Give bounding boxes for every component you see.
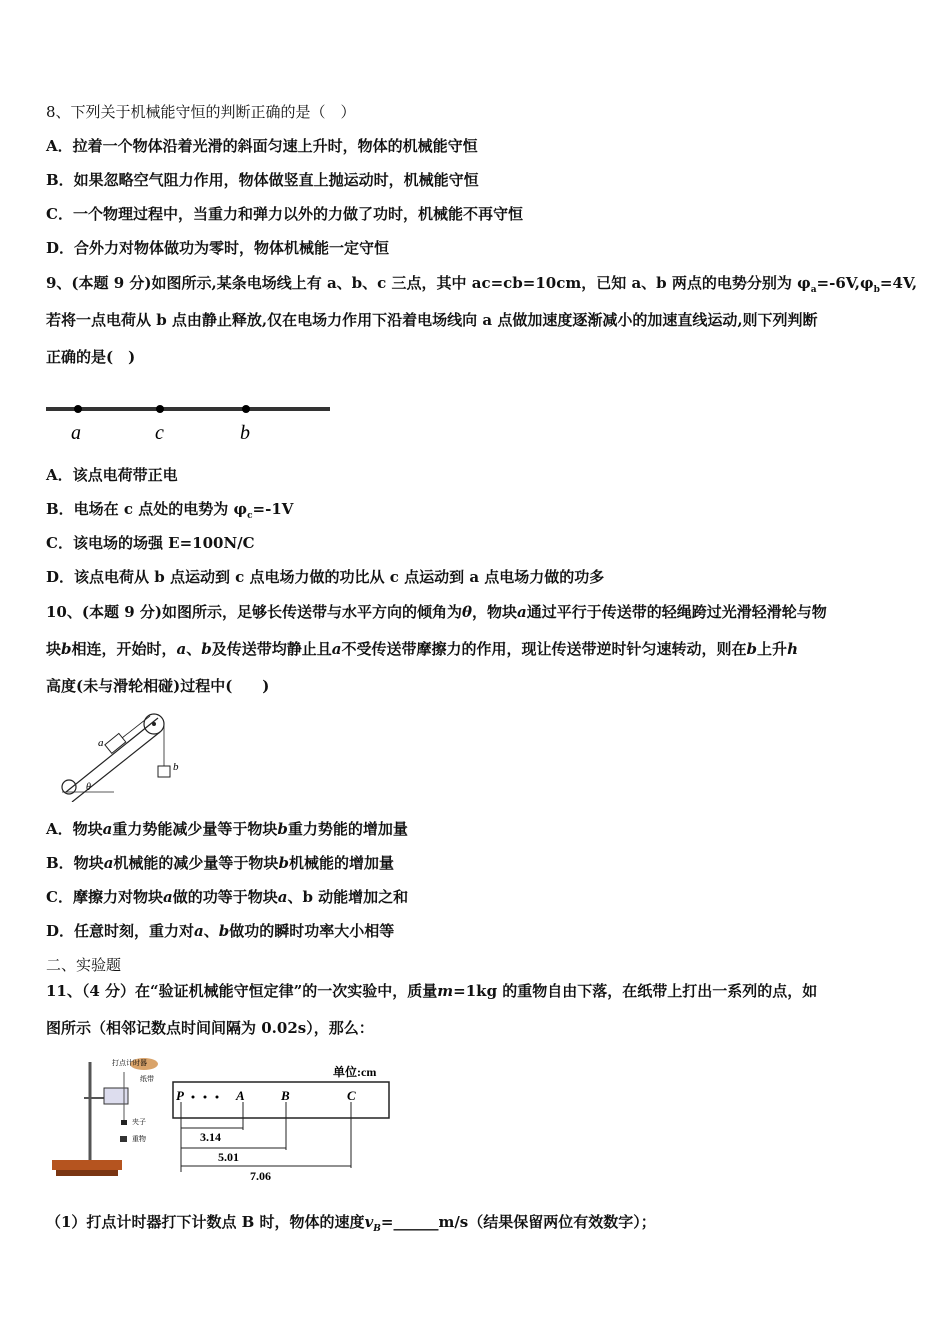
q8-option-c: C．一个物理过程中，当重力和弹力以外的力做了功时，机械能不再守恒 [46, 205, 523, 223]
tape-label: 纸带 [140, 1075, 154, 1083]
clamp-label: 夹子 [132, 1118, 146, 1126]
q9-option-b: B．电场在 c 点处的电势为 $\varphi_c=-1V$ [46, 500, 294, 521]
q9-option-a: A．该点电荷带正电 [46, 466, 178, 484]
q9-option-d: D．该点电荷从 b 点运动到 c 点电场力做的功比从 c 点运动到 a 点电场力做的功多 [46, 568, 605, 586]
point-a-label: a [71, 422, 81, 444]
q10-stem-line3: 高度(未与滑轮相碰)过程中( ) [46, 677, 270, 695]
measure-pc: 7.06 [250, 1169, 271, 1183]
section-heading: 二、实验题 [46, 956, 122, 974]
q9-stem-line1: 9、(本题 9 分)如图所示,某条电场线上有 a、b、c 三点，其中 ac=cb=10cm，已知 a、b 两点的电势分别为 $\varphi_a=-6V,\varphi_b=4V$, [46, 274, 918, 295]
block-a-label: a [98, 737, 104, 749]
point-b-label: b [240, 422, 250, 444]
paper-tape-figure [168, 1060, 393, 1185]
free-fall-apparatus-figure [52, 1054, 164, 1180]
q11-stem-line2: 图所示（相邻记数点时间间隔为 0.02s），那么： [46, 1019, 374, 1037]
weight-label: 重物 [132, 1135, 146, 1143]
q8-option-d: D．合外力对物体做功为零时，物体机械能一定守恒 [46, 239, 390, 257]
angle-theta-label: θ [86, 782, 91, 793]
q9-stem-line2: 若将一点电荷从 b 点由静止释放,仅在电场力作用下沿着电场线向 a 点做加速度逐渐减小的加速直线运动,则下列判断 [46, 311, 818, 329]
q8-option-b: B．如果忽略空气阻力作用，物体做竖直上抛运动时，机械能守恒 [46, 171, 479, 189]
q10-option-d: D．任意时刻，重力对a、b做功的瞬时功率大小相等 [46, 922, 395, 940]
point-p-label: P [176, 1088, 184, 1103]
q8-option-a: A．拉着一个物体沿着光滑的斜面匀速上升时，物体的机械能守恒 [46, 137, 478, 155]
point-c-label: c [155, 422, 164, 444]
point-a-tape-label: A [236, 1088, 245, 1103]
q10-stem-line2: 块b相连，开始时，a、b及传送带均静止且a不受传送带摩擦力的作用，现让传送带逆时针匀速转动，则在b上升h [46, 640, 798, 658]
point-c-tape-label: C [347, 1088, 356, 1103]
q9-option-c: C．该电场的场强 E=100N/C [46, 534, 255, 552]
point-b-tape-label: B [281, 1088, 290, 1103]
q10-stem-line1: 10、(本题 9 分)如图所示，足够长传送带与水平方向的倾角为θ，物块a通过平行于传送带的轻绳跨过光滑轻滑轮与物 [46, 603, 827, 621]
timer-label: 打点计时器 [112, 1059, 147, 1067]
conveyor-belt-figure [54, 706, 194, 802]
measure-pb: 5.01 [218, 1150, 239, 1164]
q8-stem: 8、下列关于机械能守恒的判断正确的是（ ） [46, 103, 356, 121]
q10-option-a: A．物块a重力势能减少量等于物块b重力势能的增加量 [46, 820, 408, 838]
electric-field-line-figure [44, 396, 334, 444]
block-b-label: b [173, 761, 179, 773]
q9-stem-line3: 正确的是( ) [46, 348, 136, 366]
q11-sub-question-1: （1）打点计时器打下计数点 B 时，物体的速度$v_B=\_\_\_\_\_\_m/s$（结果保留两位有效数字）； [46, 1213, 656, 1234]
q10-option-c: C．摩擦力对物块a做的功等于物块a、b 动能增加之和 [46, 888, 409, 906]
q10-option-b: B．物块a机械能的减少量等于物块b机械能的增加量 [46, 854, 394, 872]
measure-pa: 3.14 [200, 1130, 221, 1144]
q11-stem-line1: 11、（4 分）在“验证机械能守恒定律”的一次实验中，质量m=1kg 的重物自由下落，在纸带上打出一系列的点，如 [46, 982, 818, 1000]
unit-label: 单位:cm [333, 1065, 377, 1079]
